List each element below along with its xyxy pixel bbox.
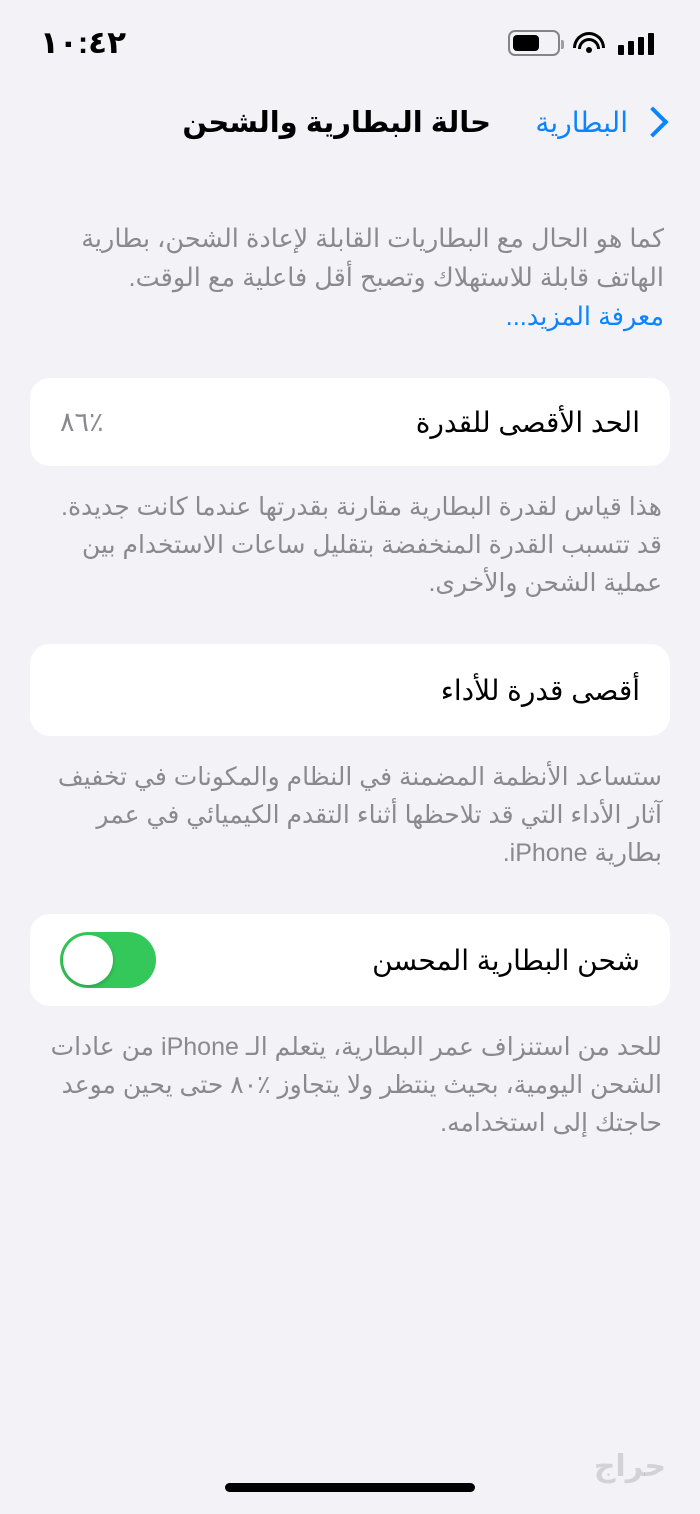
wifi-icon — [574, 32, 604, 54]
navigation-bar — [0, 86, 700, 158]
max-capacity-label: الحد الأقصى للقدرة — [415, 406, 640, 438]
max-capacity-value: ٪٨٦ — [60, 406, 104, 437]
chevron-right-icon — [637, 106, 668, 137]
optimized-charging-footnote: للحد من استنزاف عمر البطارية، يتعلم الـ iPhone من عادات الشحن اليومية، بحيث ينتظر ولا يتجاوز ٪٨٠ حتى يحين موعد حاجتك إلى استخدامه. — [50, 1033, 662, 1138]
peak-performance-row[interactable] — [30, 644, 670, 736]
home-indicator[interactable] — [225, 1483, 475, 1492]
watermark: حراج — [593, 1450, 666, 1483]
battery-icon — [508, 30, 560, 56]
status-bar — [0, 0, 700, 86]
intro-text: كما هو الحال مع البطاريات القابلة لإعادة الشحن، بطارية الهاتف قابلة للاستهلاك وتصبح أقل فاعلية مع الوقت. — [81, 225, 664, 292]
cellular-signal-icon — [618, 31, 654, 55]
peak-performance-footnote: ستساعد الأنظمة المضمنة في النظام والمكونات في تخفيف آثار الأداء التي قد تلاحظها أثناء التقدم الكيميائي في عمر بطارية iPhone. — [57, 763, 662, 868]
optimized-charging-toggle[interactable] — [60, 932, 156, 988]
max-capacity-row[interactable] — [30, 378, 670, 466]
status-time: ١٠:٤٢ — [40, 25, 127, 60]
page-title: حالة البطارية والشحن — [182, 106, 492, 139]
settings-content — [0, 220, 700, 1142]
intro-paragraph — [30, 220, 670, 336]
back-button-label: البطارية — [535, 106, 628, 138]
toggle-knob — [63, 935, 113, 985]
optimized-charging-row[interactable] — [30, 914, 670, 1006]
max-capacity-footnote: هذا قياس لقدرة البطارية مقارنة بقدرتها عندما كانت جديدة. قد تتسبب القدرة المنخفضة بتقليل ساعات الاستخدام بين عملية الشحن والأخرى. — [61, 493, 662, 598]
optimized-charging-label: شحن البطارية المحسن — [372, 944, 640, 976]
learn-more-link[interactable]: معرفة المزيد... — [505, 302, 664, 331]
status-indicators — [508, 30, 654, 56]
peak-performance-label: أقصى قدرة للأداء — [440, 674, 640, 706]
